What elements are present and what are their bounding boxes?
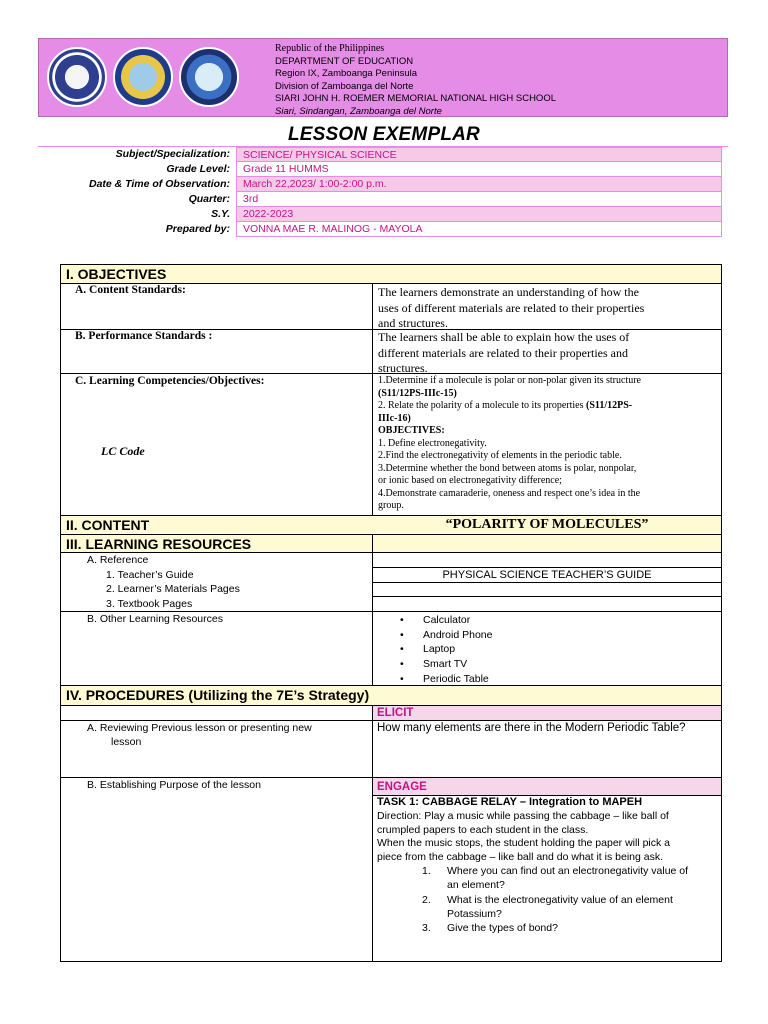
- learners-materials-label: 2. Learner’s Materials Pages: [106, 583, 240, 595]
- list-item: • Calculator: [423, 613, 492, 628]
- reviewing-label: A. Reviewing Previous lesson or presenting new lesson: [87, 722, 312, 748]
- reference-label: A. Reference: [87, 554, 149, 566]
- other-resources-list: [423, 613, 492, 686]
- info-value: SCIENCE/ PHYSICAL SCIENCE: [236, 147, 722, 162]
- list-item: • Laptop: [423, 642, 492, 657]
- elicit-bar: [373, 705, 721, 720]
- info-label: Quarter:: [188, 193, 230, 205]
- list-item: • Android Phone: [423, 628, 492, 643]
- elicit-label: ELICIT: [377, 707, 414, 719]
- info-value: Grade 11 HUMMS: [236, 162, 722, 177]
- content-heading: II. CONTENT: [66, 517, 150, 533]
- address-line: Siari, Sindangan, Zamboanga del Norte: [275, 105, 442, 117]
- teachers-guide-label: 1. Teacher’s Guide: [106, 569, 194, 581]
- info-value: 2022-2023: [236, 207, 722, 222]
- info-label: Grade Level:: [166, 163, 230, 175]
- teachers-guide-value: PHYSICAL SCIENCE TEACHER’S GUIDE: [442, 569, 652, 581]
- info-label: Subject/Specialization:: [115, 148, 230, 160]
- procedures-heading: IV. PROCEDURES (Utilizing the 7E’s Strategy): [66, 687, 370, 703]
- list-item: • Smart TV: [423, 657, 492, 672]
- task-directions: Direction: Play a music while passing the cabbage – like ball of crumpled papers to each student in the class. When the music stops, the student holding the paper will pick a piece from the cabbage – like ball and do what it is being ask.: [377, 810, 670, 863]
- letterhead: [38, 38, 728, 117]
- division-seal-icon: [113, 47, 173, 107]
- purpose-label: B. Establishing Purpose of the lesson: [87, 779, 261, 791]
- lc-code-label: LC Code: [101, 444, 145, 458]
- info-table: [236, 147, 722, 237]
- performance-standards-text: The learners shall be able to explain how the uses of different materials are related to their properties and structures.: [378, 330, 630, 375]
- competencies-label: C. Learning Competencies/Objectives:: [75, 375, 265, 387]
- resources-heading: III. LEARNING RESOURCES: [66, 536, 252, 552]
- elicit-question: How many elements are there in the Modern Periodic Table?: [377, 722, 686, 734]
- republic-line: Republic of the Philippines: [275, 43, 385, 54]
- content-standards-text: The learners demonstrate an understanding of how the uses of different materials are related to their properties and structures.: [378, 285, 645, 330]
- division-line: Division of Zamboanga del Norte: [275, 80, 414, 92]
- task-title: TASK 1: CABBAGE RELAY – Integration to MAPEH: [377, 796, 643, 808]
- content-standards-label: A. Content Standards:: [75, 284, 186, 296]
- other-resources-label: B. Other Learning Resources: [87, 613, 223, 625]
- deped-seal-icon: [47, 47, 107, 107]
- info-label: Date & Time of Observation:: [88, 178, 230, 190]
- info-value: 3rd: [236, 192, 722, 207]
- engage-label: ENGAGE: [377, 781, 427, 793]
- info-label: Prepared by:: [165, 223, 230, 235]
- school-seal-icon: [179, 47, 239, 107]
- info-value: March 22,2023/ 1:00-2:00 p.m.: [236, 177, 722, 192]
- info-label: S.Y.: [211, 208, 230, 220]
- region-line: Region IX, Zamboanga Peninsula: [275, 68, 418, 79]
- info-value: VONNA MAE R. MALINOG - MAYOLA: [236, 222, 722, 237]
- list-item: • Periodic Table: [423, 672, 492, 687]
- objectives-heading: I. OBJECTIVES: [66, 266, 167, 282]
- competencies-text: 1.Determine if a molecule is polar or non-polar given its structure (S11/12PS-IIIc-15) 2. Relate the polarity of a molecule to its properties (S11/12PS- IIIc-16) OBJECTIVES: 1. Define electronegativity. 2.Find the electronegativity of elements in the periodic table. 3.Determine whether the bond between atoms is polar, nonpolar, or ionic based on electronegativity difference; 4.Demonstrate camaraderie, oneness and respect one’s idea in the group.: [378, 375, 641, 511]
- school-line: SIARI JOHN H. ROEMER MEMORIAL NATIONAL HIGH SCHOOL: [275, 93, 556, 104]
- deped-line: DEPARTMENT OF EDUCATION: [275, 55, 414, 67]
- textbook-pages-label: 3. Textbook Pages: [106, 598, 193, 610]
- performance-standards-label: B. Performance Standards :: [75, 330, 213, 342]
- page-title: LESSON EXEMPLAR: [288, 124, 480, 145]
- letterhead-text: [275, 43, 556, 118]
- lesson-topic: “POLARITY OF MOLECULES”: [445, 517, 649, 532]
- lesson-table: I. OBJECTIVES A. Content Standards: The learners demonstrate an understanding of how the uses of different materials are related to their properties and structures. B. Performance Standards : The learners shall be able to explain how the uses of different materials are related to their properties and structures. C. Learning Competencies/Objectives: LC Code 1.Determine if a molecule is polar or non-polar given its structure (S11/12PS-IIIc-15) 2. Relate the polarity of a molecule to its properties (S11/12PS- IIIc-16) OBJECTIVES: 1. Define electronegativity. 2.Find the electronegativity of elements in the periodic table. 3.Determine whether the bond between atoms is polar, nonpolar, or ionic based on electronegativity difference; 4.Demonstrate camaraderie, oneness and respect one’s idea in the group. II. CONTENT “POLARITY OF MOLECULES” III. LEARNING RESOURCES A. Reference 1. Teacher’s Guide PHYSICAL SCIENCE TEACHER’S GUIDE 2. Learner’s Materials Pages 3. Textbook Pages B. Other Learning Resources • Calculator • Android Phone • Laptop • Smart TV • Periodic Table IV. PROCEDURES (Utilizing the 7E’s Strategy) ELICIT A. Reviewing Previous lesson or presenting new lesson How many elements are there in the Modern Periodic Table? B. Establishing Purpose of the lesson ENGAGE TASK 1: CABBAGE RELAY – Integration to MAPEH Direction: Play a music while passing the cabbage – like ball of crumpled papers to each student in the class. When the music stops, the student holding the paper will pick a piece from the cabbage – like ball and do what it is being ask. 1. Where you can find out an electronegativity value of an element? 2. What is the electronegativity value of an element Potassium? 3. Give the types of bond?: [60, 264, 722, 962]
